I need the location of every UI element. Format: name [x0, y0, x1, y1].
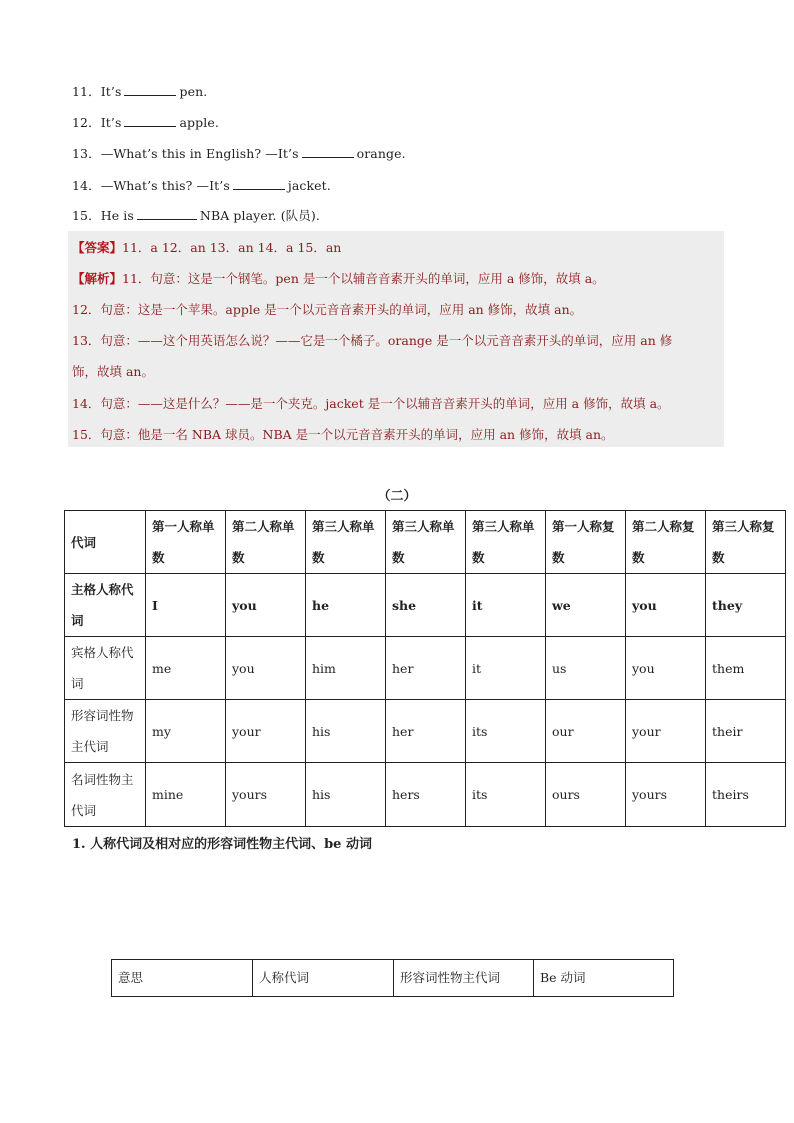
answer-blank	[124, 116, 176, 127]
table-cell: mine	[146, 763, 226, 827]
analysis-line-12: 12．句意：这是一个苹果。apple 是一个以元音音素开头的单词，应用 an 修饰，故填 an。	[72, 302, 583, 317]
table-header-cell: 第三人称单数	[306, 511, 386, 574]
table-row-adjective-possessive	[65, 700, 786, 763]
table-header-cell: 形容词性物主代词	[394, 960, 534, 997]
table-cell: her	[386, 700, 466, 763]
answer-blank	[233, 179, 285, 190]
table-cell: they	[706, 574, 786, 637]
answer-text: 11．a 12．an 13．an 14．a 15．an	[122, 240, 342, 255]
be-table-header-row	[112, 960, 674, 997]
table-row-object	[65, 637, 786, 700]
table-cell: her	[386, 637, 466, 700]
table-cell: ours	[546, 763, 626, 827]
answer-tag: 【答案】	[72, 240, 123, 255]
table-header-cell: 人称代词	[253, 960, 394, 997]
answer-blank	[124, 85, 176, 96]
table-cell: him	[306, 637, 386, 700]
table-cell: she	[386, 574, 466, 637]
table-row-subject	[65, 574, 786, 637]
table-cell: you	[226, 637, 306, 700]
table-cell: yours	[626, 763, 706, 827]
row-label: 形容词性物主代词	[65, 700, 146, 763]
be-verb-table	[111, 959, 674, 997]
table-row-noun-possessive	[65, 763, 786, 827]
table-header-cell: 第三人称单数	[386, 511, 466, 574]
question-11: 11．It’s pen.	[72, 84, 208, 99]
table-header-row	[65, 511, 786, 574]
table-cell: me	[146, 637, 226, 700]
section-title: （二）	[377, 489, 417, 504]
table-cell: theirs	[706, 763, 786, 827]
table-cell: your	[626, 700, 706, 763]
row-label: 名词性物主代词	[65, 763, 146, 827]
table-cell: you	[626, 574, 706, 637]
table-cell: we	[546, 574, 626, 637]
table-cell: his	[306, 700, 386, 763]
table-cell: I	[146, 574, 226, 637]
pronoun-table	[64, 510, 786, 827]
table-cell: my	[146, 700, 226, 763]
table-cell: us	[546, 637, 626, 700]
table-cell: our	[546, 700, 626, 763]
table-cell: it	[466, 637, 546, 700]
table-cell: its	[466, 763, 546, 827]
table-cell: it	[466, 574, 546, 637]
analysis-line-13: 13．句意：——这个用英语怎么说？——它是一个橘子。orange 是一个以元音音素开头的单词，应用 an 修	[72, 333, 673, 348]
table-header-cell: 第二人称单数	[226, 511, 306, 574]
row-label: 宾格人称代词	[65, 637, 146, 700]
row-label: 主格人称代词	[65, 574, 146, 637]
analysis-line-14: 14．句意：——这是什么？——是一个夹克。jacket 是一个以辅音音素开头的单词，应用 a 修饰，故填 a。	[72, 396, 670, 411]
table-cell: them	[706, 637, 786, 700]
table-cell: its	[466, 700, 546, 763]
table-cell: you	[226, 574, 306, 637]
table-header-cell: 第三人称单数	[466, 511, 546, 574]
table-header-cell: 意思	[112, 960, 253, 997]
answer-blank	[302, 147, 354, 158]
table-header-cell: 代词	[65, 511, 146, 574]
table-header-cell: 第三人称复数	[706, 511, 786, 574]
analysis-tag: 【解析】	[72, 271, 123, 286]
question-14: 14．—What’s this? —It’s jacket.	[72, 178, 331, 193]
analysis-line-13-cont: 饰，故填 an。	[72, 364, 154, 379]
question-15: 15．He is NBA player. (队员).	[72, 208, 320, 223]
table-cell: he	[306, 574, 386, 637]
table-cell: yours	[226, 763, 306, 827]
sub-title: 1. 人称代词及相对应的形容词性物主代词、be 动词	[72, 837, 372, 852]
question-12: 12．It’s apple.	[72, 115, 219, 130]
table-header-cell: 第一人称复数	[546, 511, 626, 574]
table-header-cell: 第二人称复数	[626, 511, 706, 574]
analysis-line-15: 15．句意：他是一名 NBA 球员。NBA 是一个以元音音素开头的单词，应用 an 修饰，故填 an。	[72, 427, 614, 442]
table-header-cell: Be 动词	[534, 960, 674, 997]
table-cell: their	[706, 700, 786, 763]
table-cell: his	[306, 763, 386, 827]
answer-blank	[137, 209, 197, 220]
analysis-line-11: 【解析】11．句意：这是一个钢笔。pen 是一个以辅音音素开头的单词，应用 a 修饰，故填 a。	[72, 271, 605, 286]
answer-line	[72, 238, 341, 256]
question-13: 13．—What’s this in English? —It’s orange.	[72, 146, 406, 161]
table-cell: your	[226, 700, 306, 763]
table-cell: you	[626, 637, 706, 700]
table-cell: hers	[386, 763, 466, 827]
table-header-cell: 第一人称单数	[146, 511, 226, 574]
